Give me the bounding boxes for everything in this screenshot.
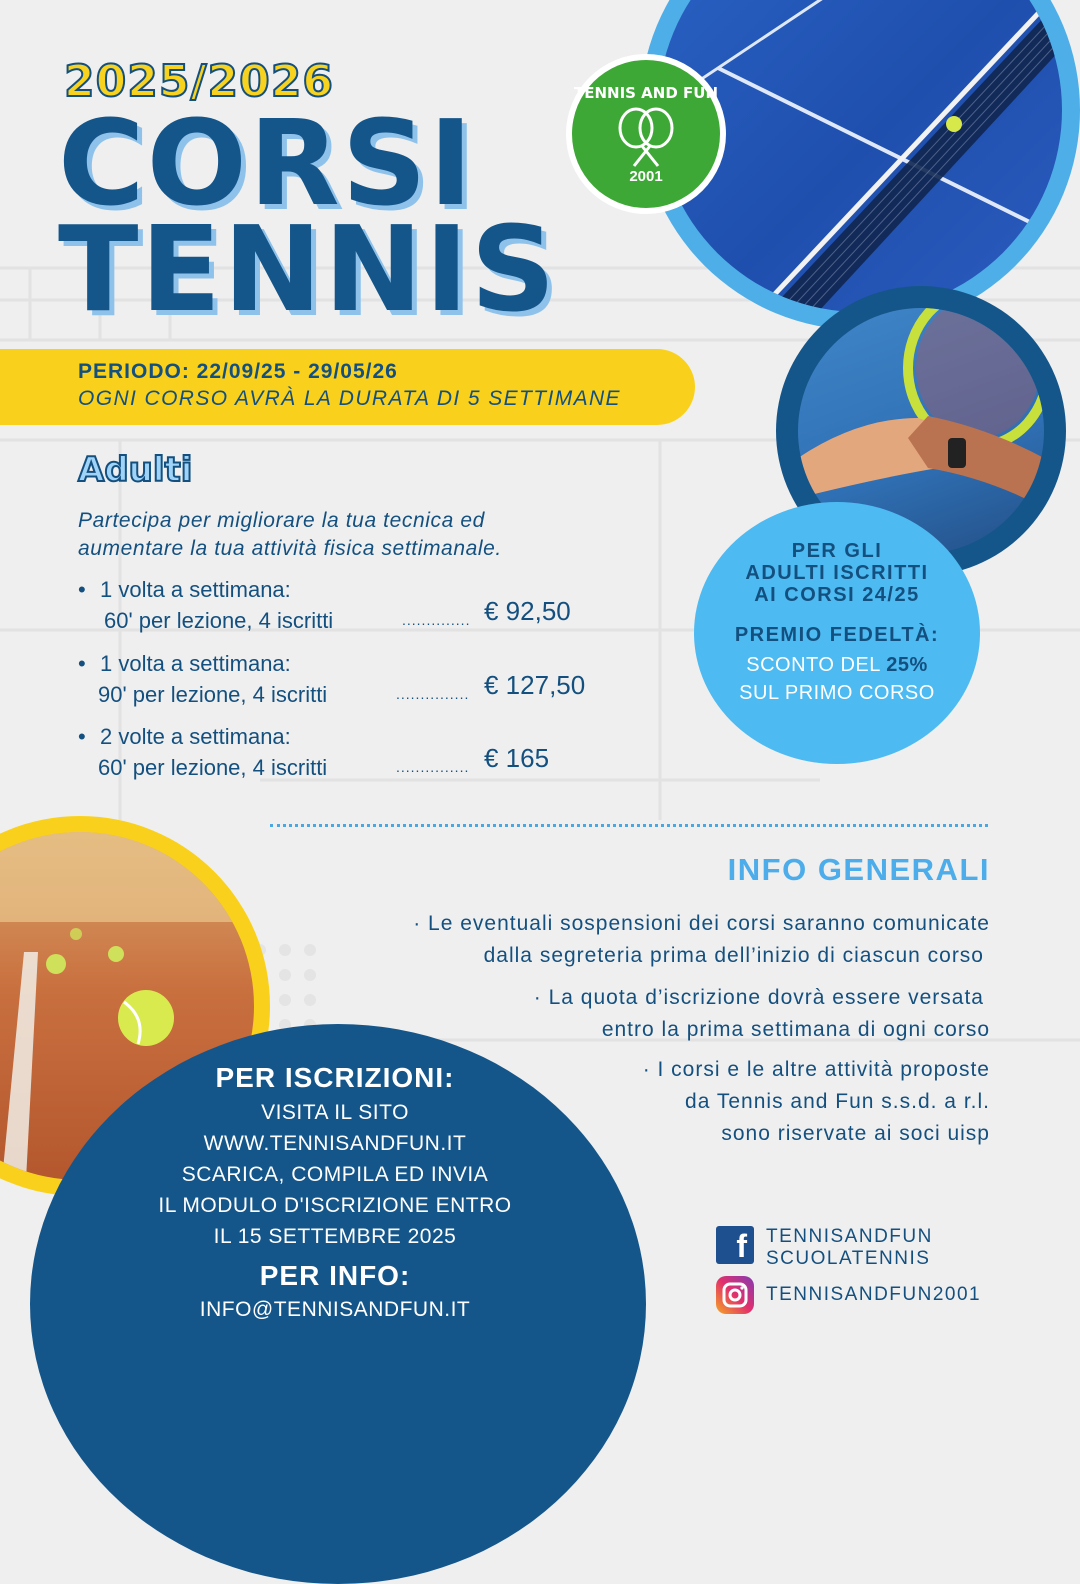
instagram-icon[interactable]: [716, 1276, 754, 1314]
info-heading: INFO GENERALI: [727, 852, 990, 887]
info-contact-heading: PER INFO:: [259, 1260, 411, 1291]
dotted-divider: [270, 824, 988, 827]
period-duration: OGNI CORSO AVRÀ LA DURATA DI 5 SETTIMANE: [78, 387, 621, 410]
registration-deadline: IL 15 SETTEMBRE 2025: [213, 1225, 457, 1248]
loyalty-promo-badge: [694, 502, 980, 764]
adults-heading: Adulti: [78, 450, 193, 490]
info-item: · La quota d’iscrizione dovrà essere versata entro la prima settimana di ogni corso: [533, 986, 990, 1041]
info-item: · Le eventuali sospensioni dei corsi saranno comunicate dalla segreteria prima dell’inizio di ciascun corso: [413, 912, 990, 967]
tennis-and-fun-logo: [566, 54, 726, 214]
instagram-handle[interactable]: TENNISANDFUN2001: [766, 1284, 982, 1305]
registration-line: SCARICA, COMPILA ED INVIA: [181, 1163, 489, 1186]
adults-intro: Partecipa per migliorare la tua tecnica ed aumentare la tua attività fisica settimanale.: [78, 509, 502, 560]
promo-heading-line3: AI CORSI 24/25: [754, 584, 920, 606]
crossed-rackets-icon: [612, 106, 680, 168]
facebook-handle[interactable]: TENNISANDFUN SCUOLATENNIS: [766, 1226, 933, 1269]
course-price: € 92,50: [484, 596, 571, 626]
page-title-line2: TENNIS: [58, 200, 558, 338]
promo-premio: PREMIO FEDELTÀ:: [734, 624, 940, 646]
logo-year: 2001: [629, 168, 663, 185]
course-price: € 165: [484, 743, 550, 773]
promo-heading-line1: PER GLI: [791, 540, 883, 562]
period-banner: [0, 349, 695, 425]
facebook-icon[interactable]: f: [716, 1226, 754, 1264]
period-dates: PERIODO: 22/09/25 - 29/05/26: [78, 360, 398, 383]
registration-line: IL MODULO D'ISCRIZIONE ENTRO: [158, 1194, 512, 1217]
registration-line: VISITA IL SITO: [261, 1101, 409, 1124]
registration-heading: PER ISCRIZIONI:: [215, 1062, 455, 1093]
promo-sconto-suffix: SUL PRIMO CORSO: [739, 682, 935, 704]
page-title-line1: CORSI: [58, 94, 475, 232]
course-price: € 127,50: [484, 670, 586, 700]
logo-text: TENNIS AND FUN: [573, 84, 718, 102]
info-item: · I corsi e le altre attività proposte da Tennis and Fun s.s.d. a r.l. sono riservate ai soci uisp: [642, 1058, 990, 1145]
promo-heading-line2: ADULTI ISCRITTI: [745, 562, 929, 584]
promo-sconto: SCONTO DEL 25%: [746, 654, 928, 676]
registration-website-link[interactable]: WWW.TENNISANDFUN.IT: [203, 1132, 467, 1155]
contact-email-link[interactable]: INFO@TENNISANDFUN.IT: [199, 1298, 471, 1321]
season-year: 2025/2026: [64, 56, 334, 107]
